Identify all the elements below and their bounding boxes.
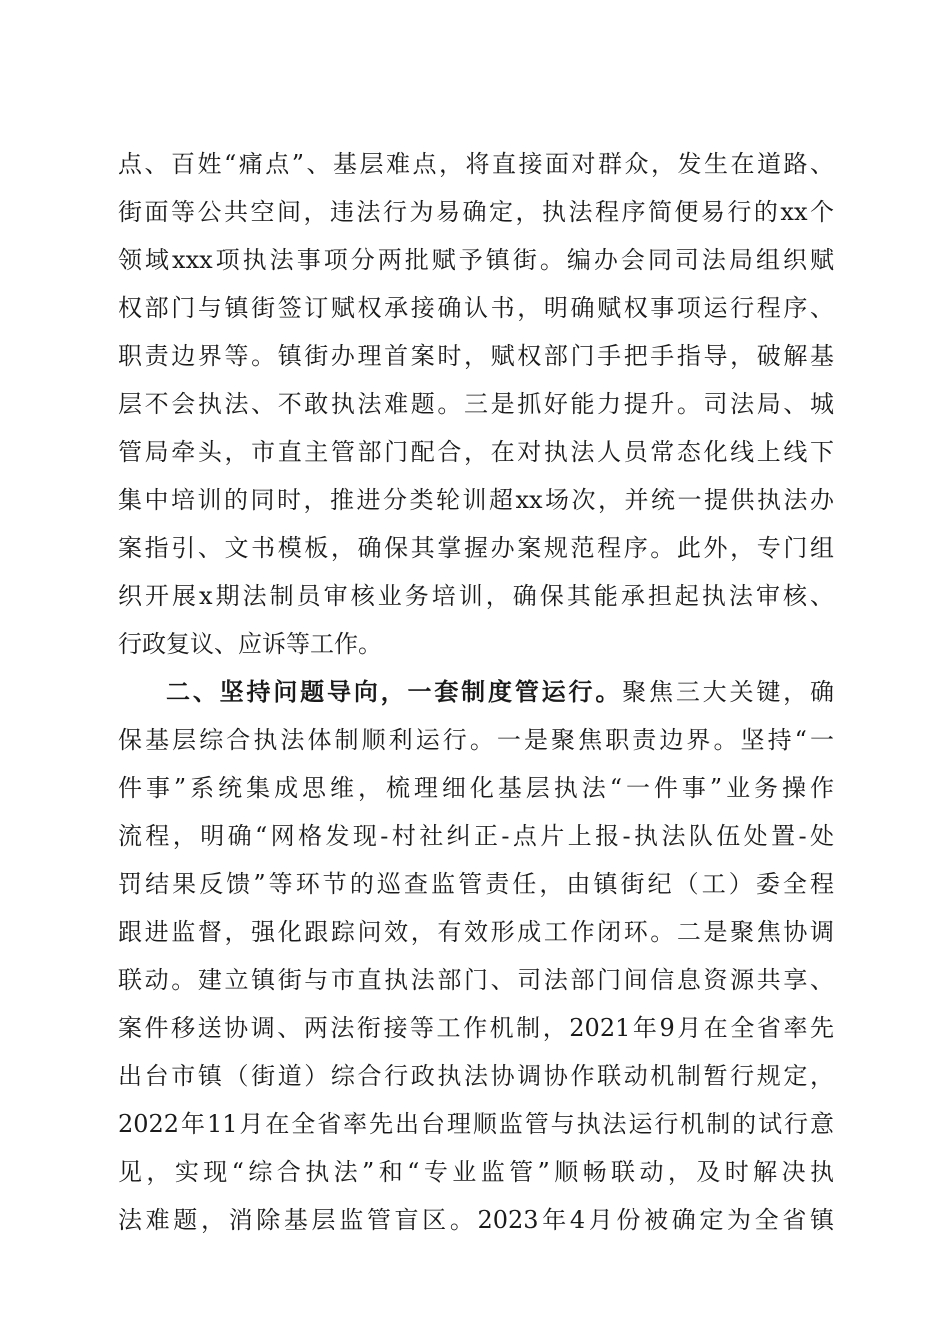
text-line: 行政复议、应诉等工作。 bbox=[118, 630, 382, 658]
text-line: 层不会执法、不敢执法难题。三是抓好能力提升。司法局、城 bbox=[118, 390, 834, 418]
text-line: 案指引、文书模板，确保其掌握办案规范程序。此外，专门组 bbox=[118, 534, 834, 562]
text-line: 织开展x期法制员审核业务培训，确保其能承担起执法审核、 bbox=[118, 582, 834, 610]
text-line: 2022年11月在全省率先出台理顺监管与执法运行机制的试行意 bbox=[118, 1110, 834, 1138]
text-line: 保基层综合执法体制顺利运行。一是聚焦职责边界。坚持“一 bbox=[118, 726, 834, 754]
text-line: 案件移送协调、两法衔接等工作机制，2021年9月在全省率先 bbox=[118, 1014, 834, 1042]
text-line: 集中培训的同时，推进分类轮训超xx场次，并统一提供执法办 bbox=[118, 486, 834, 514]
document-body bbox=[118, 140, 834, 1244]
text-line: 罚结果反馈”等环节的巡查监管责任，由镇街纪（工）委全程 bbox=[118, 870, 834, 898]
text-line: 件事”系统集成思维，梳理细化基层执法“一件事”业务操作 bbox=[118, 774, 834, 802]
text-fragment: 聚焦三大关键，确 bbox=[622, 678, 835, 706]
text-line: 点、百姓“痛点”、基层难点，将直接面对群众，发生在道路、 bbox=[118, 150, 834, 178]
section-heading-line bbox=[118, 668, 834, 716]
text-line: 出台市镇（街道）综合行政执法协调协作联动机制暂行规定， bbox=[118, 1062, 834, 1090]
text-line: 街面等公共空间，违法行为易确定，执法程序简便易行的xx个 bbox=[118, 198, 834, 226]
text-line: 权部门与镇街签订赋权承接确认书，明确赋权事项运行程序、 bbox=[118, 294, 834, 322]
paragraph-1 bbox=[118, 140, 834, 668]
paragraph-2 bbox=[118, 668, 834, 1244]
text-line: 法难题，消除基层监管盲区。2023年4月份被确定为全省镇 bbox=[118, 1206, 834, 1234]
text-line: 领域xxx项执法事项分两批赋予镇街。编办会同司法局组织赋 bbox=[118, 246, 834, 274]
text-line: 流程，明确“网格发现-村社纠正-点片上报-执法队伍处置-处 bbox=[118, 822, 834, 850]
text-line: 职责边界等。镇街办理首案时，赋权部门手把手指导，破解基 bbox=[118, 342, 834, 370]
section-heading: 二、坚持问题导向，一套制度管运行。 bbox=[166, 677, 623, 706]
text-line: 见，实现“综合执法”和“专业监管”顺畅联动，及时解决执 bbox=[118, 1158, 834, 1186]
text-line: 管局牵头，市直主管部门配合，在对执法人员常态化线上线下 bbox=[118, 438, 834, 466]
text-line: 联动。建立镇街与市直执法部门、司法部门间信息资源共享、 bbox=[118, 966, 834, 994]
text-line: 跟进监督，强化跟踪问效，有效形成工作闭环。二是聚焦协调 bbox=[118, 918, 834, 946]
